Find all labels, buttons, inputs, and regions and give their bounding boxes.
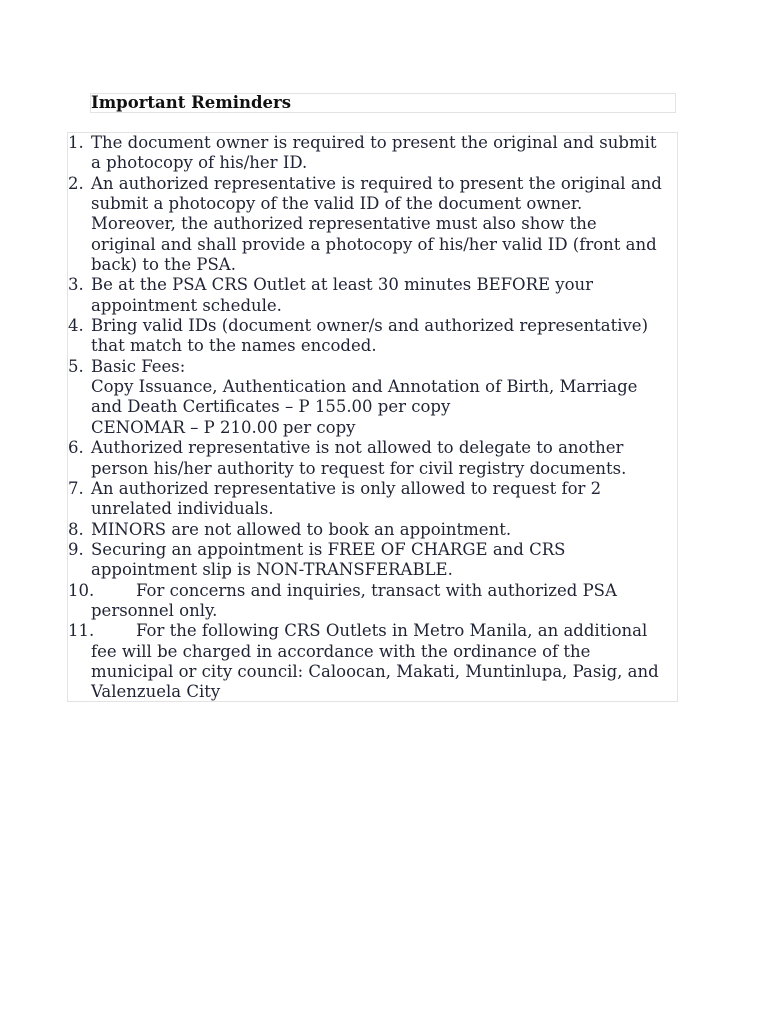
reminder-text-line: MINORS are not allowed to book an appointment. [91,519,512,539]
reminder-text-line: person his/her authority to request for civil registry documents. [91,458,627,478]
reminder-item-1 [68,133,679,174]
reminder-text-line: Securing an appointment is FREE OF CHARGE and CRS [91,539,566,559]
reminder-item-4 [68,316,679,357]
reminder-number: 7. [68,478,84,498]
reminder-text-line: Be at the PSA CRS Outlet at least 30 minutes BEFORE your [91,275,594,295]
reminder-text [91,438,679,479]
reminder-text-line: Bring valid IDs (document owner/s and authorized representative) [91,316,649,336]
reminder-text-line: personnel only. [91,600,218,620]
reminder-text [91,174,679,276]
reminder-item-11 [68,621,679,702]
reminder-item-9 [68,540,679,581]
reminder-item-3 [68,275,679,316]
reminder-text-line: Authorized representative is not allowed to delegate to another [91,438,624,458]
reminders-list [68,133,679,703]
reminder-text [91,357,679,438]
reminder-text-line: a photocopy of his/her ID. [91,153,308,173]
reminder-number: 10. [68,580,95,600]
reminder-item-8 [68,520,679,540]
reminder-text [91,520,679,540]
reminder-text-line: An authorized representative is required to present the original and [91,173,662,193]
reminder-text-line: For concerns and inquiries, transact with authorized PSA [136,580,617,600]
reminder-number: 8. [68,519,84,539]
reminder-number: 9. [68,539,84,559]
reminder-text-line: Basic Fees: [91,356,186,376]
reminder-number: 6. [68,438,84,458]
reminder-text-line: Valenzuela City [91,682,221,702]
reminder-text [91,581,679,622]
reminders-heading-box [90,93,676,113]
reminder-item-2 [68,174,679,276]
reminder-item-10 [68,581,679,622]
reminder-text-line: that match to the names encoded. [91,336,377,356]
reminder-text-line: Copy Issuance, Authentication and Annotation of Birth, Marriage [91,377,638,397]
reminders-heading: Important Reminders [91,93,292,112]
reminder-text-line: original and shall provide a photocopy of his/her valid ID (front and [91,234,657,254]
reminder-text-line: The document owner is required to present the original and submit [91,133,657,152]
reminder-text-line: municipal or city council: Caloocan, Makati, Muntinlupa, Pasig, and [91,661,659,681]
reminder-number: 1. [68,133,84,152]
reminder-number: 4. [68,316,84,336]
reminder-item-7 [68,479,679,520]
reminder-text-line: fee will be charged in accordance with the ordinance of the [91,641,591,661]
reminder-text [91,133,679,174]
reminder-text-line: appointment schedule. [91,295,282,315]
reminder-text-line: An authorized representative is only allowed to request for 2 [91,478,602,498]
reminder-number: 11. [68,621,95,641]
reminder-text-line: unrelated individuals. [91,499,274,519]
reminder-text-line: appointment slip is NON-TRANSFERABLE. [91,560,453,580]
reminders-list-box [67,132,678,702]
reminder-item-6 [68,438,679,479]
reminder-text-line: CENOMAR – P 210.00 per copy [91,417,356,437]
reminder-text-line: For the following CRS Outlets in Metro Manila, an additional [136,621,648,641]
reminder-text-line: submit a photocopy of the valid ID of the document owner. [91,194,583,214]
reminder-text [91,316,679,357]
reminder-text [91,479,679,520]
reminder-text [91,275,679,316]
reminder-text [91,621,679,702]
reminder-number: 5. [68,356,84,376]
reminder-number: 2. [68,173,84,193]
reminder-text [91,540,679,581]
reminder-text-line: back) to the PSA. [91,255,236,275]
reminder-number: 3. [68,275,84,295]
reminder-text-line: Moreover, the authorized representative must also show the [91,214,597,234]
reminder-text-line: and Death Certificates – P 155.00 per copy [91,397,451,417]
reminder-item-5 [68,357,679,438]
